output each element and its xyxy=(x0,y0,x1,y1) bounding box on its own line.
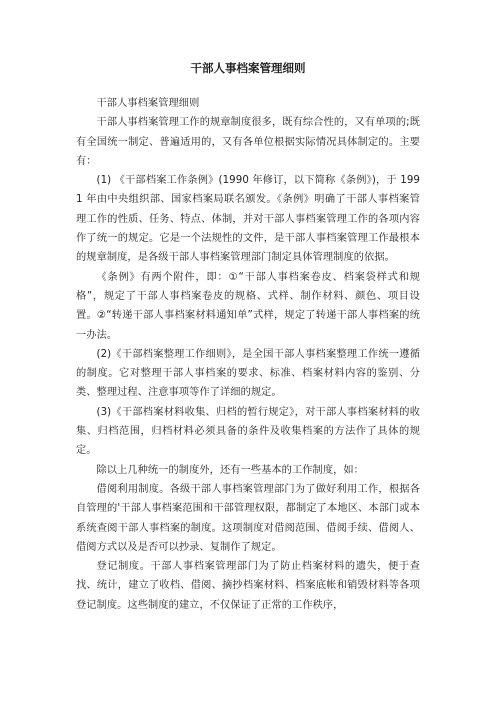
document-page xyxy=(76,60,420,615)
paragraph-item-1: (1) 《干部档案工作条例》(1990 年修订，以下简称《条例》)，于 1991 年由中央组织部、国家档案局联名颁发。《条例》明确了干部人事档案管理工作的性质、任务、特点、体制，并对干部人事档案管理工作的各项内容作了统一的规定。它是一个法规性的文件，是干部人事档案管理工作最根本的规章制度，是各级干部人事档案管理部门制定具体管理制度的依据。 xyxy=(76,175,420,264)
paragraph-borrowing: 借阅利用制度。各级干部人事档案管理部门为了做好利用工作，根据各自管理的'干部人事档案范围和干部管理权限，都制定了本地区、本部门或本系统查阅干部人事档案的制度。这项制度对借阅范围、借阅手续、借阅人、借阅方式以及是否可以抄录、复制作了规定。 xyxy=(76,483,420,553)
paragraph-intro: 干部人事档案管理工作的规章制度很多，既有综合性的，又有单项的;既有全国统一制定、普遍适用的，又有各单位根据实际情况具体制定的。主要有： xyxy=(76,117,420,167)
paragraph-item-3: (3)《干部档案材料收集、归档的暂行规定》，对干部人事档案材料的收集、归档范围，归档材料必须具备的条件及收集档案的方法作了具体的规定。 xyxy=(76,406,420,457)
paragraph-heading: 干部人事档案管理细则 xyxy=(96,98,200,109)
paragraph-appendix: 《条例》有两个附件，即：①“干部人事档案卷皮、档案袋样式和规格”，规定了干部人事档案卷皮的规格、式样、制作材料、颜色、项目设置。②“转递干部人事档案材料通知单”式样，规定了转递干部人事档案的统一办法。 xyxy=(76,271,420,341)
paragraph-registration: 登记制度。干部人事档案管理部门为了防止档案材料的遗失，便于查找、统计，建立了收档、借阅、摘抄档案材料、档案底帐和销毁材料等各项登记制度。这些制度的建立，不仅保证了正常的工作秩序， xyxy=(76,561,420,611)
paragraph-other-rules: 除以上几种统一的制度外，还有一些基本的工作制度，如： xyxy=(96,464,364,476)
document-title: 干部人事档案管理细则 xyxy=(190,61,306,75)
paragraph-item-2: (2)《干部档案整理工作细则》，是全国干部人事档案整理工作统一遵循的制度。它对整理干部人事档案的要求、标准、档案材料内容的鉴别、分类、整理过程、注意事项等作了详细的规定。 xyxy=(76,348,420,399)
